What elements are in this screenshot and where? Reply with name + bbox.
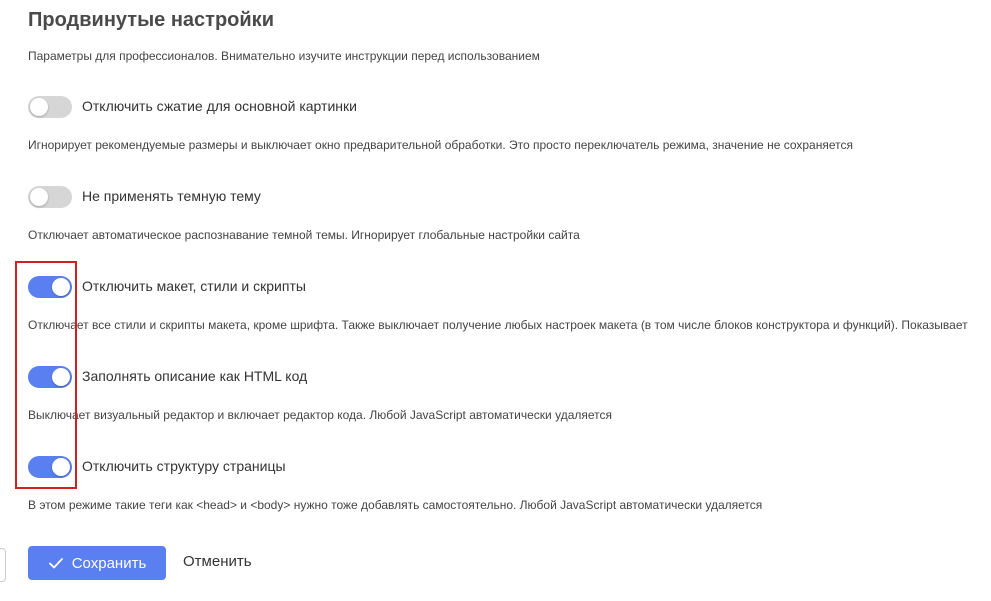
setting-description: В этом режиме такие теги как <head> и <body> нужно тоже добавлять самостоятельно. Любой JavaScript автоматически удаляется (28, 498, 763, 512)
setting-label: Отключить сжатие для основной картинки (82, 98, 357, 114)
toggle-knob (52, 278, 70, 296)
setting-description: Игнорирует рекомендуемые размеры и выключает окно предварительной обработки. Это просто переключатель режима, значение не сохраняется (28, 138, 853, 152)
check-icon (48, 555, 64, 571)
setting-disable-dark-theme (28, 186, 991, 256)
setting-disable-image-compression (28, 96, 991, 166)
toggle-switch[interactable] (28, 96, 72, 118)
toggle-switch[interactable] (28, 186, 72, 208)
save-button-label: Сохранить (71, 554, 147, 572)
toggle-knob (30, 98, 48, 116)
save-button[interactable] (28, 546, 166, 580)
setting-description: Выключает визуальный редактор и включает редактор кода. Любой JavaScript автоматически удаляется (28, 408, 613, 422)
setting-disable-page-structure (28, 456, 991, 526)
setting-description: Отключает все стили и скрипты макета, кроме шрифта. Также выключает получение любых настроек макета (в том числе блоков конструктора и функций). Показывает (28, 318, 968, 332)
setting-label: Отключить макет, стили и скрипты (82, 278, 306, 294)
toggle-switch[interactable] (28, 276, 72, 298)
toggle-switch[interactable] (28, 456, 72, 478)
setting-label: Отключить структуру страницы (82, 458, 286, 474)
toggle-knob (30, 188, 48, 206)
toggle-switch[interactable] (28, 366, 72, 388)
setting-description: Отключает автоматическое распознавание темной темы. Игнорирует глобальные настройки сайта (28, 228, 580, 242)
setting-label: Заполнять описание как HTML код (82, 368, 308, 384)
setting-label: Не применять темную тему (82, 188, 261, 204)
cancel-button[interactable]: Отменить (183, 553, 252, 570)
page-subtitle: Параметры для профессионалов. Внимательно изучите инструкции перед использованием (28, 49, 540, 63)
page-title: Продвинутые настройки (28, 9, 274, 31)
setting-disable-layout-styles-scripts (28, 276, 991, 346)
setting-description-as-html (28, 366, 991, 436)
toggle-knob (52, 368, 70, 386)
partial-button-edge[interactable] (0, 548, 6, 582)
toggle-knob (52, 458, 70, 476)
